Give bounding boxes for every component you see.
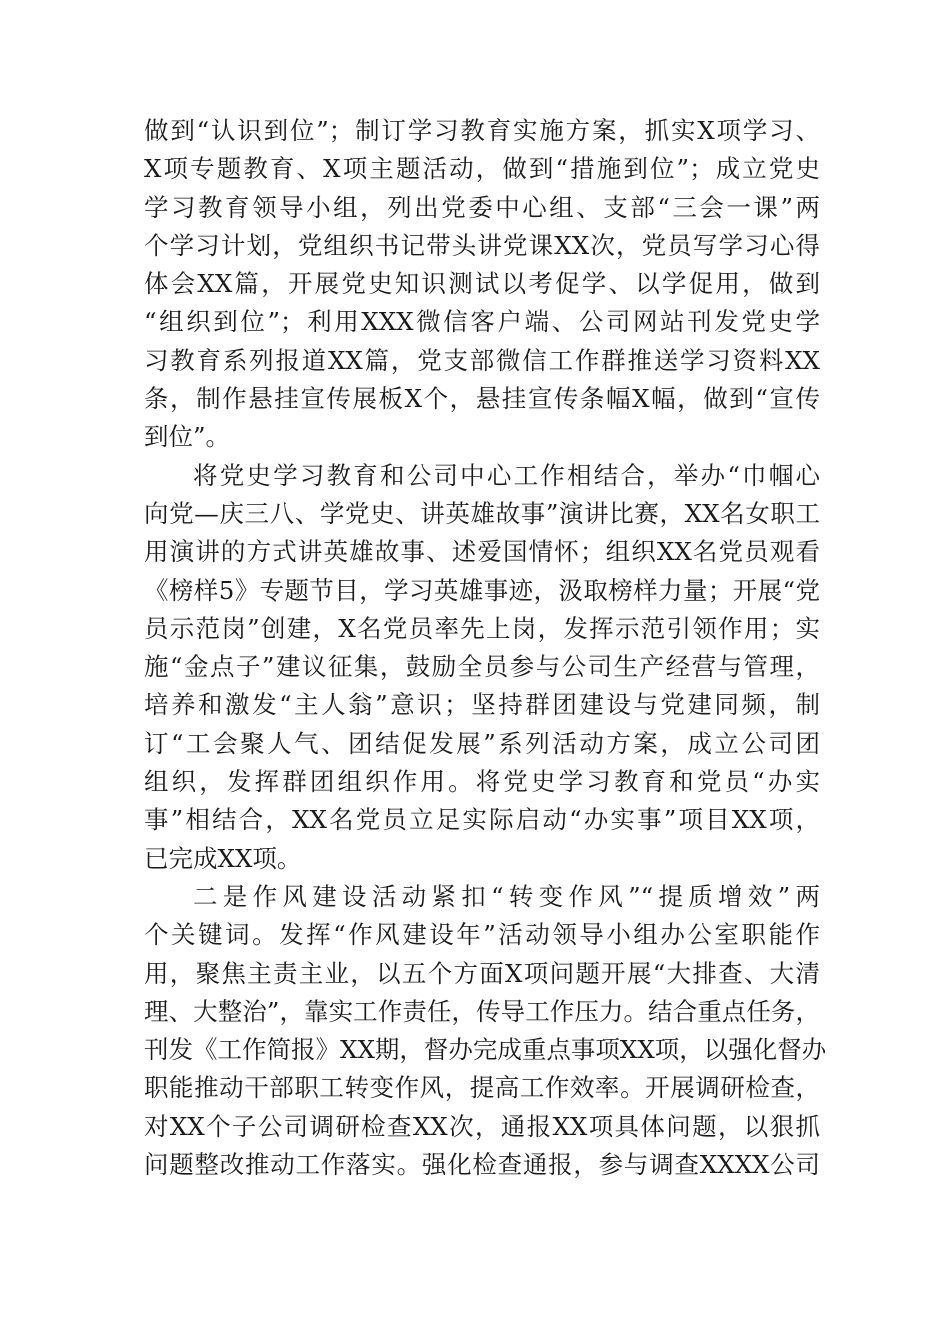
text-line: 事”相结合，XX名党员立足实际启动“办实事”项目XX项， (144, 805, 820, 835)
text-line: 用，聚焦主责主业，以五个方面X项问题开展“大排查、大清 (144, 958, 820, 988)
text-line: “组织到位”；利用XXX微信客户端、公司网站刊发党史学 (144, 307, 820, 337)
text-line: X项专题教育、X项主题活动，做到“措施到位”；成立党史 (144, 154, 820, 184)
paragraph-first-line: 二是作风建设活动紧扣“转变作风”“提质增效”两 (193, 881, 820, 911)
text-line: 职能推动干部职工转变作风，提高工作效率。开展调研检查， (144, 1073, 820, 1103)
paragraph-first-line: 将党史学习教育和公司中心工作相结合，举办“巾帼心 (193, 460, 820, 490)
text-line: 用演讲的方式讲英雄故事、述爱国情怀；组织XX名党员观看 (144, 537, 820, 567)
text-line: 员示范岗”创建，X名党员率先上岗，发挥示范引领作用；实 (144, 613, 820, 643)
text-line: 对XX个子公司调研检查XX次，通报XX项具体问题，以狠抓 (144, 1111, 820, 1141)
text-line: 《榜样5》专题节目，学习英雄事迹，汲取榜样力量；开展“党 (144, 575, 820, 605)
text-line: 已完成XX项。 (144, 843, 302, 873)
text-line: 个关键词。发挥“作风建设年”活动领导小组办公室职能作 (144, 920, 820, 950)
text-line: 培养和激发“主人翁”意识；坚持群团建设与党建同频，制 (144, 690, 820, 720)
body-text (144, 112, 827, 1184)
text-line: 组织，发挥群团组织作用。将党史学习教育和党员“办实 (144, 767, 820, 797)
text-line: 做到“认识到位”；制订学习教育实施方案，抓实X项学习、 (144, 116, 820, 145)
text-line: 理、大整治”，靠实工作责任，传导工作压力。结合重点任务， (144, 996, 820, 1026)
text-line: 订“工会聚人气、团结促发展”系列活动方案，成立公司团 (144, 728, 820, 758)
text-line: 问题整改推动工作落实。强化检查通报，参与调查XXXX公司 (144, 1150, 820, 1180)
text-line: 刊发《工作简报》XX期，督办完成重点事项XX项，以强化督办 (144, 1035, 827, 1065)
text-line: 体会XX篇，开展党史知识测试以考促学、以学促用，做到 (144, 269, 820, 299)
text-line: 条，制作悬挂宣传展板X个，悬挂宣传条幅X幅，做到“宣传 (144, 384, 820, 414)
text-line: 个学习计划，党组织书记带头讲党课XX次，党员写学习心得 (144, 230, 820, 260)
text-line: 学习教育领导小组，列出党委中心组、支部“三会一课”两 (144, 192, 820, 222)
text-line: 习教育系列报道XX篇，党支部微信工作群推送学习资料XX (144, 345, 820, 375)
text-line: 向党—庆三八、学党史、讲英雄故事”演讲比赛，XX名女职工 (144, 498, 820, 528)
text-line: 施“金点子”建议征集，鼓励全员参与公司生产经营与管理， (144, 652, 820, 682)
text-line: 到位”。 (144, 422, 231, 452)
